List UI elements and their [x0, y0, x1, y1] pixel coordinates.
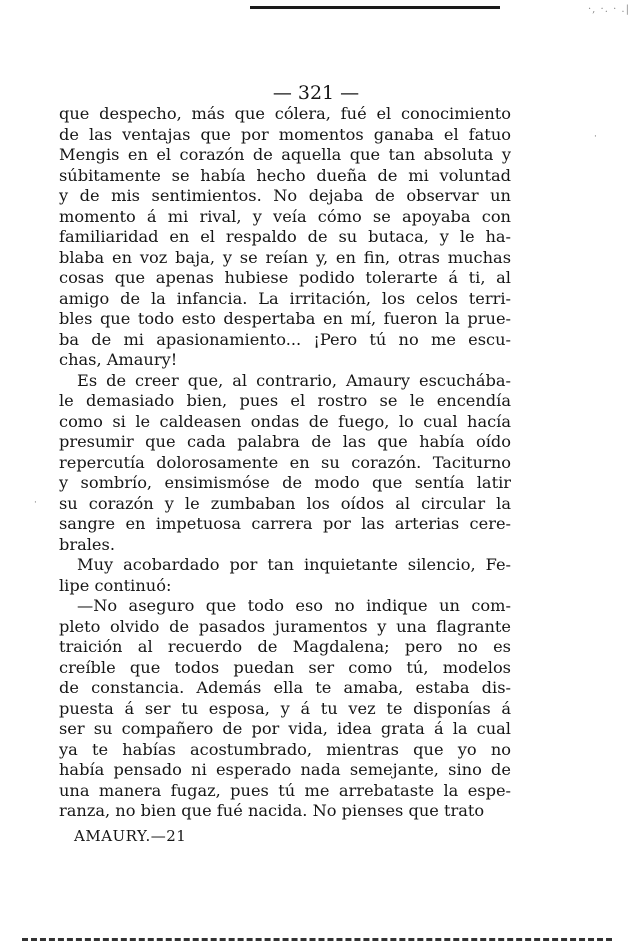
text-line: súbitamente se había hecho dueña de mi voluntad [59, 165, 511, 185]
text-line: chas, Amaury! [59, 350, 178, 369]
text-line: creíble que todos puedan ser como tú, modelos [59, 657, 511, 677]
text-line: lipe continuó: [59, 575, 172, 595]
text-line: le demasiado bien, pues el rostro se le encendía [59, 391, 511, 410]
text-line: brales. [59, 534, 115, 554]
text-line: Muy acobardado por tan inquietante silencio, Fe- [77, 555, 511, 574]
text-line: pleto olvido de pasados juramentos y una flagrante [59, 616, 511, 636]
text-line: traición al recuerdo de Magdalena; pero no es [59, 637, 511, 656]
text-line: —No aseguro que todo eso no indique un com- [77, 596, 511, 615]
text-line: momento á mi rival, y veía cómo se apoyaba con [59, 206, 511, 226]
text-line: de las ventajas que por momentos ganaba el fatuo [59, 124, 511, 144]
text-line: blaba en voz baja, y se reían y, en fin, otras muchas [59, 247, 511, 267]
margin-mark: · [594, 132, 597, 142]
text-line: que despecho, más que cólera, fué el conocimiento [59, 104, 511, 123]
text-line: y de mis sentimientos. No dejaba de observar un [59, 186, 511, 205]
top-rule [250, 6, 500, 9]
text-line: ba de mi apasionamiento... ¡Pero tú no me escu- [59, 329, 511, 349]
text-line: puesta á ser tu esposa, y á tu vez te disponías á [59, 698, 511, 718]
text-line: como si le caldeasen ondas de fuego, lo cual hacía [59, 411, 511, 431]
text-line: bles que todo esto despertaba en mí, fueron la prue- [59, 309, 511, 328]
text-line: amigo de la infancia. La irritación, los celos terri- [59, 288, 511, 308]
text-line: repercutía dolorosamente en su corazón. Taciturno [59, 452, 511, 472]
text-line: y sombrío, ensimismóse de modo que sentía latir [59, 473, 511, 492]
text-line: sangre en impetuosa carrera por las arterias cere- [59, 514, 511, 533]
bottom-rule [22, 938, 612, 941]
text-line: cosas que apenas hubiese podido tolerarte á ti, al [59, 268, 511, 287]
text-line: de constancia. Además ella te amaba, estaba dis- [59, 678, 511, 697]
page-footer: AMAURY.—21 [74, 827, 187, 845]
text-line: una manera fugaz, pues tú me arrebataste la espe- [59, 780, 511, 800]
text-line: había pensado ni esperado nada semejante, sino de [59, 760, 511, 779]
text-line: presumir que cada palabra de las que había oído [59, 432, 511, 451]
text-line: ranza, no bien que fué nacida. No pienses que trato [59, 801, 485, 820]
text-line: su corazón y le zumbaban los oídos al circular la [59, 493, 511, 513]
text-line: Mengis en el corazón de aquella que tan absoluta y [59, 145, 511, 164]
text-line: familiaridad en el respaldo de su butaca, y le ha- [59, 227, 511, 246]
page-number: — 321 — [272, 82, 360, 104]
text-line: ser su compañero de por vida, idea grata á la cual [59, 719, 511, 738]
margin-mark: · [34, 498, 37, 508]
corner-mark: ·, ·. · .| [588, 4, 630, 15]
text-line: Es de creer que, al contrario, Amaury escuchába- [77, 370, 511, 390]
text-line: ya te habías acostumbrado, mientras que yo no [59, 739, 511, 759]
body-text [59, 104, 511, 822]
